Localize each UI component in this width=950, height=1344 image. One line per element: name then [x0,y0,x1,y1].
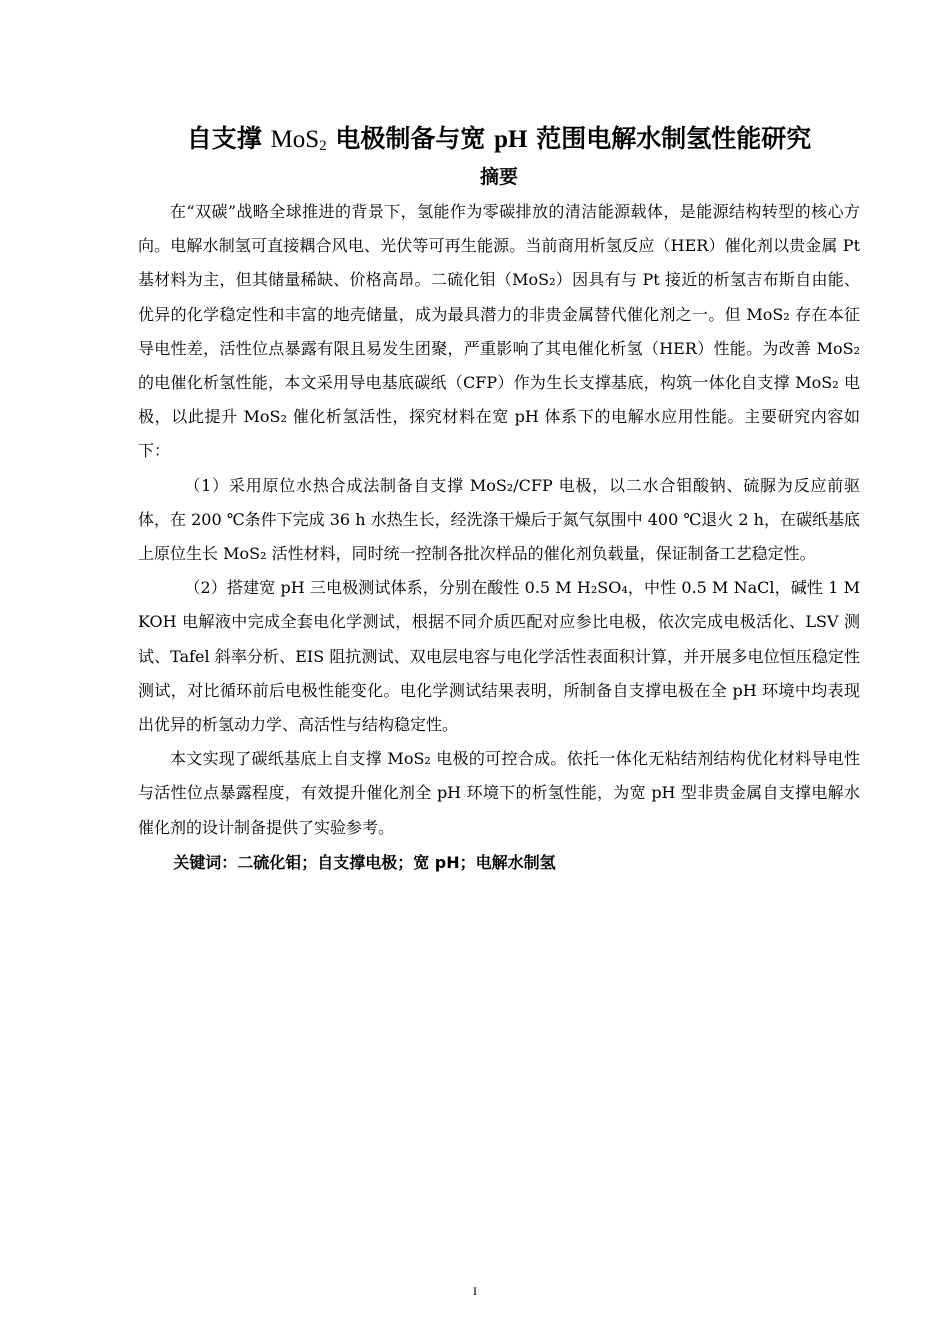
abstract-paragraph-3: （2）搭建宽 pH 三电极测试体系，分别在酸性 0.5 M H₂SO₄，中性 0.5 M NaCl，碱性 1 M KOH 电解液中完成全套电化学测试，根据不同介质匹配对应参比电极，依次完成电极活化、LSV 测试、Tafel 斜率分析、EIS 阻抗测试、双电层电容与电化学活性表面积计算，并开展多电位恒压稳定性测试，对比循环前后电极性能变化。电化学测试结果表明，所制备自支撑电极在全 pH 环境中均表现出优异的析氢动力学、高活性与结构稳定性。 [138,578,860,735]
document-title [138,118,860,161]
abstract-paragraph-1: 在“双碳”战略全球推进的背景下，氢能作为零碳排放的清洁能源载体，是能源结构转型的核心方向。电解水制氢可直接耦合风电、光伏等可再生能源。当前商用析氢反应（HER）催化剂以贵金属 Pt 基材料为主，但其储量稀缺、价格高昂。二硫化钼（MoS₂）因具有与 Pt 接近的析氢吉布斯自由能、优异的化学稳定性和丰富的地壳储量，成为最具潜力的非贵金属替代催化剂之一。但 MoS₂ 存在本征导电性差，活性位点暴露有限且易发生团聚，严重影响了其电催化析氢（HER）性能。为改善 MoS₂ 的电催化析氢性能，本文采用导电基底碳纸（CFP）作为生长支撑基底，构筑一体化自支撑 MoS₂ 电极，以此提升 MoS₂ 催化析氢活性，探究材料在宽 pH 体系下的电解水应用性能。主要研究内容如下： [138,202,860,461]
page-number: I [473,1284,477,1298]
title-part-5: pH [494,126,528,153]
document-page [138,118,860,881]
keywords: 关键词：二硫化钼；自支撑电极；宽 pH；电解水制氢 [173,852,556,872]
title-part-2: MoS [270,126,320,153]
title-part-4: 电极制备与宽 [335,124,486,153]
abstract-paragraph-2: （1）采用原位水热合成法制备自支撑 MoS₂/CFP 电极，以二水合钼酸钠、硫脲为反应前驱体，在 200 ℃条件下完成 36 h 水热生长，经洗涤干燥后于氮气氛围中 400 ℃退火 2 h，在碳纸基底上原位生长 MoS₂ 活性材料，同时统一控制各批次样品的催化剂负载量，保证制备工艺稳定性。 [138,475,860,564]
abstract-heading: 摘要 [479,166,518,188]
title-part-3: 2 [319,138,327,154]
abstract-paragraph-4: 本文实现了碳纸基底上自支撑 MoS₂ 电极的可控合成。依托一体化无粘结剂结构优化材料导电性与活性位点暴露程度，有效提升催化剂全 pH 环境下的析氢性能，为宽 pH 型非贵金属自支撑电解水催化剂的设计制备提供了实验参考。 [138,749,860,837]
title-part-6: 范围电解水制氢性能研究 [536,124,812,153]
title-part-1: 自支撑 [186,124,262,153]
